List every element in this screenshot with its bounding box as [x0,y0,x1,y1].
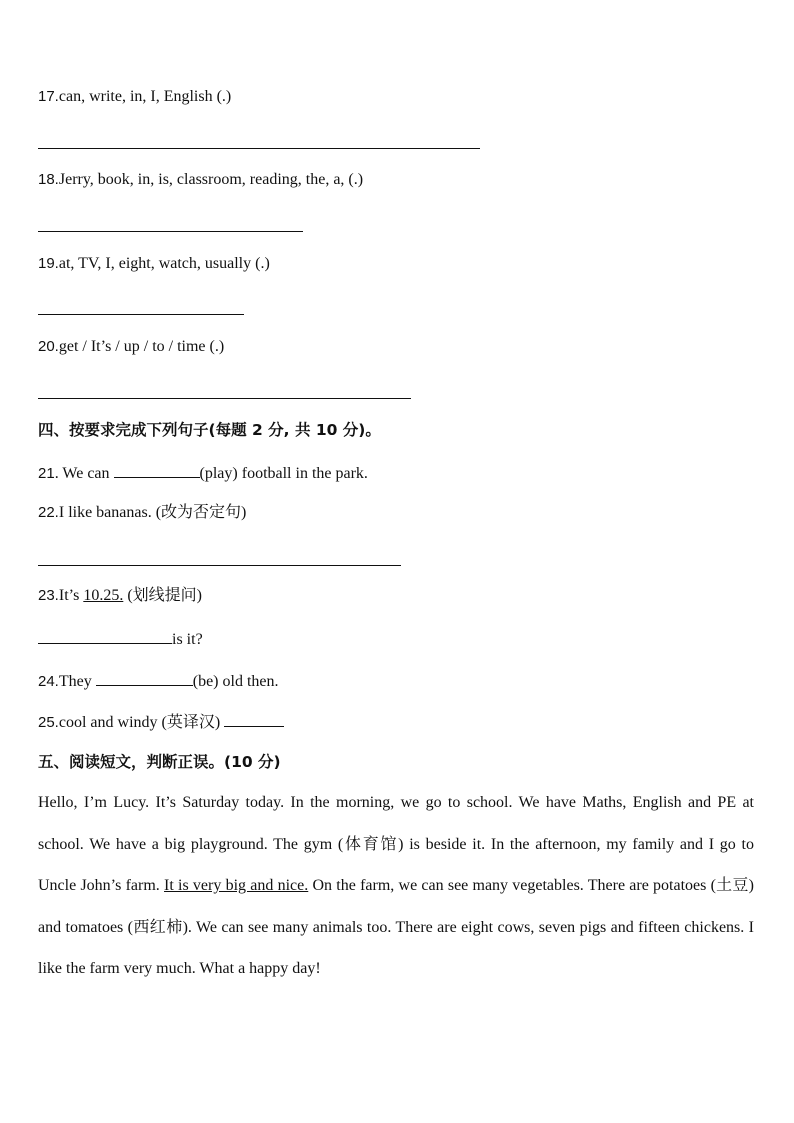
answer-line-22[interactable] [38,565,401,566]
passage-text-1: Hello, I’m Lucy. It’s Saturday today. In the morning, we go to school. We have Maths, English and PE at school. We have a big playground. The gym (体育馆) is beside it. In the afternoon, my family and I go to Uncle John’s farm. [38,794,754,895]
fill-in-blank-24[interactable] [96,670,193,686]
question-text: at, TV, I, eight, watch, usually (.) [58,255,270,272]
question-text: cool and windy (英译汉) [58,714,225,731]
underlined-time: 10.25. [83,587,124,604]
passage-text-2: On the farm, we can see many vegetables. There are potatoes (土豆) and tomatoes (西红柿). We can see many animals too. There are eight cows, seven pigs and fifteen chickens. I like the farm very much. What a happy day! [38,877,754,978]
question-number: 23. [38,587,59,604]
question-number: 20. [38,338,59,355]
reading-passage [38,782,754,990]
question-text-after: (be) old then. [192,673,279,690]
question-23-answer [38,628,203,650]
section-4-heading: 四、按要求完成下列句子(每题 2 分, 共 10 分)。 [38,421,381,439]
question-text: Jerry, book, in, is, classroom, reading, the, a, (.) [58,171,364,188]
answer-suffix: is it? [172,631,203,648]
question-text: get / It’s / up / to / time (.) [58,338,225,355]
question-22 [38,503,246,523]
answer-line-19[interactable] [38,314,244,315]
question-number: 17. [38,88,59,105]
question-text-after: (划线提问) [123,587,202,604]
question-text-after: (play) football in the park. [199,465,368,482]
question-number: 19. [38,255,59,272]
question-text-before: . We can [54,465,114,482]
question-25 [38,711,284,733]
question-23 [38,586,202,606]
answer-line-20[interactable] [38,398,411,399]
question-20 [38,337,224,357]
question-number: 24. [38,673,59,690]
question-number: 18. [38,171,59,188]
section-5-heading: 五、阅读短文，判断正误。(10 分) [38,753,281,771]
question-18 [38,170,363,190]
question-19 [38,254,270,274]
fill-in-blank-21[interactable] [114,462,200,478]
question-24 [38,670,278,692]
question-number: 22. [38,504,59,521]
question-number: 25. [38,714,59,731]
answer-line-18[interactable] [38,231,303,232]
question-text: I like bananas. (改为否定句) [58,504,247,521]
fill-in-blank-23[interactable] [38,628,172,644]
question-21 [38,462,368,484]
question-text: can, write, in, I, English (.) [58,88,232,105]
fill-in-blank-25[interactable] [224,711,284,727]
question-text-before: It’s [58,587,84,604]
question-text-before: They [58,673,96,690]
answer-line-17[interactable] [38,148,480,149]
passage-underlined-sentence: It is very big and nice. [164,877,309,895]
question-number: 21 [38,465,55,482]
question-17 [38,87,231,107]
